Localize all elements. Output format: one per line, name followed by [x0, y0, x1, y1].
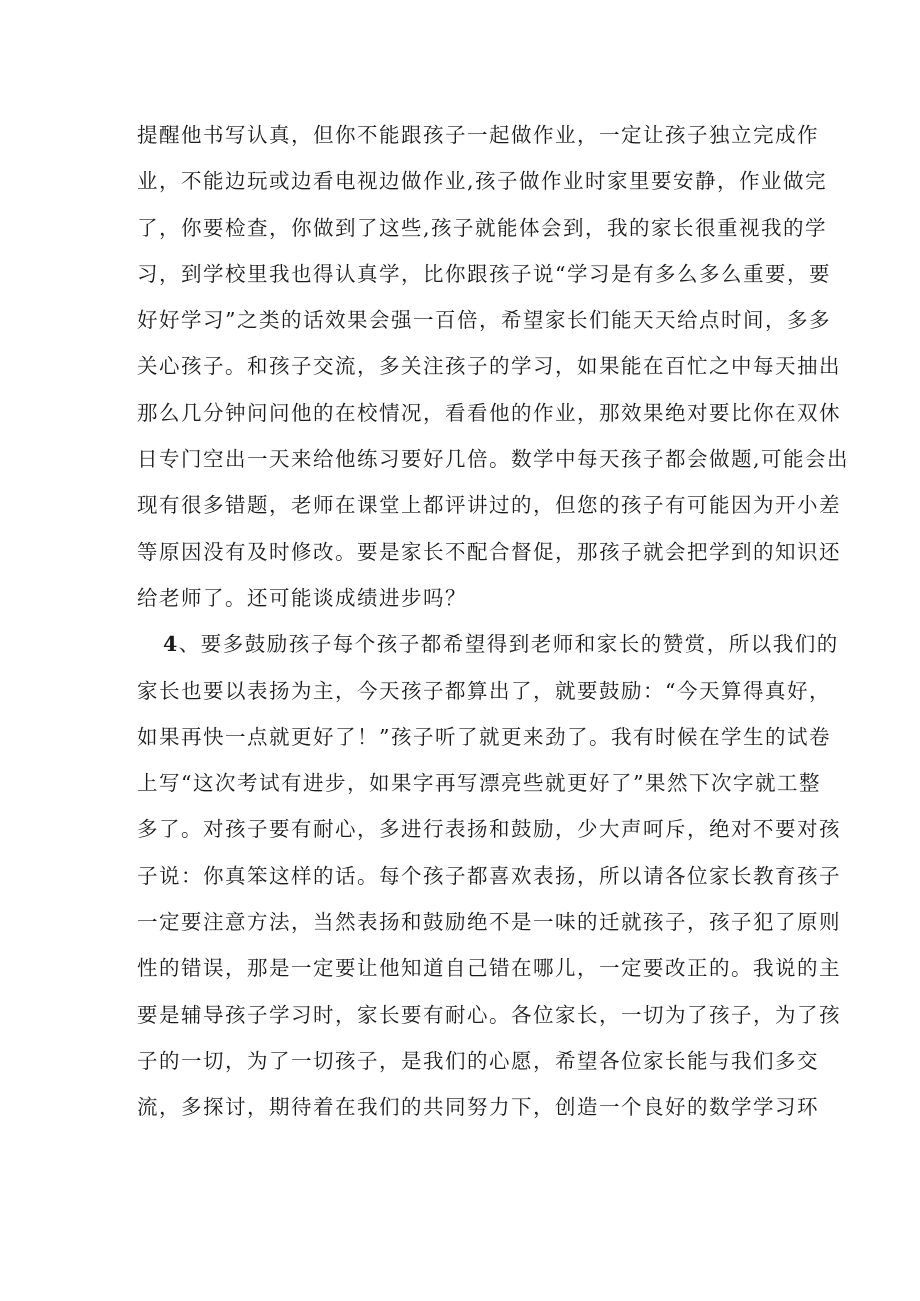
- text-line: 关心孩子。和孩子交流，多关注孩子的学习，如果能在百忙之中每天抽出: [137, 354, 841, 379]
- text-line: 习，到学校里我也得认真学，比你跟孩子说“学习是有多么多么重要，要: [137, 261, 831, 286]
- text-line: 好好学习”之类的话效果会强一百倍，希望家长们能天天给点时间，多多: [137, 308, 831, 333]
- paragraph-number: 4: [163, 632, 179, 657]
- text-line: 如果再快一点就更好了！”孩子听了就更来劲了。我有时候在学生的试卷: [137, 724, 831, 749]
- text-line: 日专门空出一天来给他练习要好几倍。数学中每天孩子都会做题,可能会出: [137, 447, 850, 472]
- text-line: 要是辅导孩子学习时，家长要有耐心。各位家长，一切为了孩子，为了孩: [137, 1002, 841, 1027]
- text-line: 上写“这次考试有进步，如果字再写漂亮些就更好了”果然下次字就工整: [137, 771, 821, 796]
- text-line: 那么几分钟问问他的在校情况，看看他的作业，那效果绝对要比你在双休: [137, 400, 841, 425]
- text-line: 了，你要检查，你做到了这些,孩子就能体会到，我的家长很重视我的学: [137, 215, 828, 240]
- text-line: 提醒他书写认真，但你不能跟孩子一起做作业，一定让孩子独立完成作: [137, 123, 819, 147]
- text-span: 、要多鼓励孩子每个孩子都希望得到老师和家长的赞赏，所以我们的: [178, 632, 839, 657]
- text-line: 子说：你真笨这样的话。每个孩子都喜欢表扬，所以请各位家长教育孩子: [137, 863, 841, 888]
- paragraph-2: [137, 621, 841, 1130]
- text-line: 一定要注意方法，当然表扬和鼓励绝不是一味的迁就孩子，孩子犯了原则: [137, 910, 841, 935]
- text-line: 给老师了。还可能谈成绩进步吗？: [137, 585, 467, 610]
- text-line: 等原因没有及时修改。要是家长不配合督促，那孩子就会把学到的知识还: [137, 539, 841, 564]
- document-body: [137, 112, 850, 1131]
- paragraph-first-line: [137, 621, 839, 667]
- text-line: 子的一切，为了一切孩子，是我们的心愿，希望各位家长能与我们多交: [137, 1048, 819, 1073]
- text-line: 流，多探讨，期待着在我们的共同努力下，创造一个良好的数学学习环: [137, 1095, 819, 1120]
- text-line: 业，不能边玩或边看电视边做作业,孩子做作业时家里要安静，作业做完: [137, 169, 828, 194]
- paragraph-1: [137, 112, 850, 621]
- text-line: 现有很多错题，老师在课堂上都评讲过的，但您的孩子有可能因为开小差: [137, 493, 841, 518]
- text-line: 家长也要以表扬为主，今天孩子都算出了，就要鼓励：“今天算得真好，: [137, 678, 831, 703]
- text-line: 性的错误，那是一定要让他知道自己错在哪儿，一定要改正的。我说的主: [137, 956, 841, 981]
- text-line: 多了。对孩子要有耐心，多进行表扬和鼓励，少大声呵斥，绝对不要对孩: [137, 817, 841, 842]
